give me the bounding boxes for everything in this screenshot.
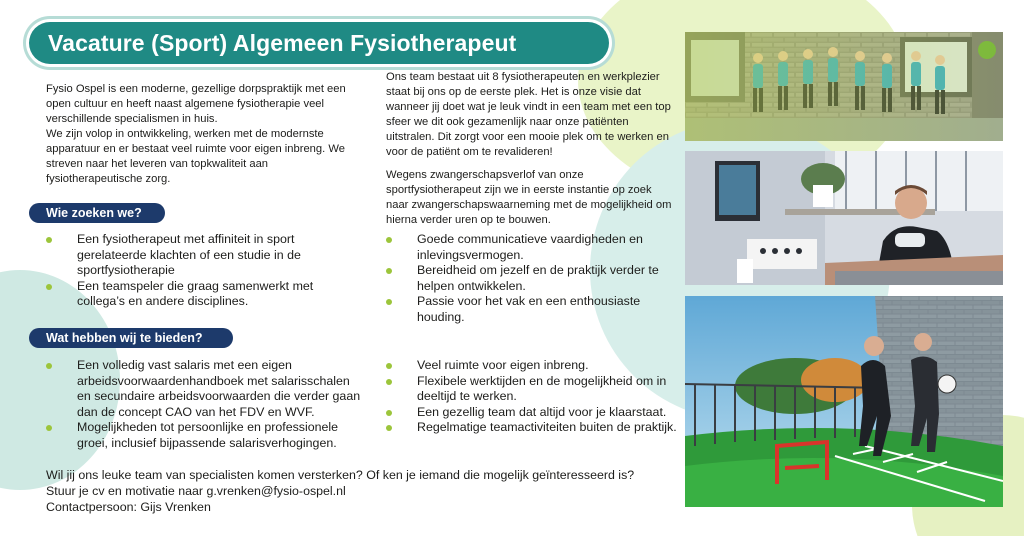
list-item-text: Regelmatige teamactiviteiten buiten de praktijk. <box>417 420 677 435</box>
bullet-icon <box>46 237 52 243</box>
list-item <box>386 358 686 374</box>
list-item <box>386 294 676 325</box>
bullet-icon <box>386 425 392 431</box>
list-item-text: Mogelijkheden tot persoonlijke en professionele groei, inclusief bijpassende salarisverhogingen. <box>77 420 339 450</box>
bullet-icon <box>386 410 392 416</box>
list-item-text: Een fysiotherapeut met affiniteit in sport gerelateerde klachten of een studie in de sportfysiotherapie <box>77 232 301 278</box>
intro-paragraph: We zijn volop in ontwikkeling, werken met de modernste apparatuur en er bestaat veel ruimte voor eigen inbreng. We streven naar het leveren van topkwaliteit aan fysiotherapeutische zorg. <box>46 128 345 185</box>
bullet-icon <box>46 363 52 369</box>
list-item <box>386 420 686 436</box>
wie-zoeken-list-left <box>46 232 336 310</box>
sport-photo <box>685 296 1003 507</box>
list-item-text: Een gezellig team dat altijd voor je klaarstaat. <box>417 404 667 419</box>
list-item <box>386 263 676 294</box>
list-item-text: Bereidheid om jezelf en de praktijk verder te helpen ontwikkelen. <box>417 263 659 293</box>
team-paragraph: Ons team bestaat uit 8 fysiotherapeuten en werkplezier staat bij ons op de eerste plek. Het is onze visie dat wanneer jij doet wat je leuk vindt in een team met een top sfeer we dit ook gezamenlijk naar onze patiënten uitstralen. Dit zorgt voor een mooie plek om te werken en voor de patiënt om te revalideren! <box>386 71 671 158</box>
bullet-icon <box>386 363 392 369</box>
list-item-text: Een volledig vast salaris met een eigen arbeidsvoorwaardenhandboek met salarisschalen en secundaire arbeidsvoorwaarden die verder gaan dan de concept CAO van het FDV en WVF. <box>77 358 361 419</box>
wat-bieden-list-right <box>386 358 686 436</box>
list-item-text: Goede communicatieve vaardigheden en inlevingsvermogen. <box>417 232 643 262</box>
list-item <box>46 232 336 279</box>
closing-text <box>46 468 666 515</box>
list-item-text: Flexibele werktijden en de mogelijkheid om in deeltijd te werken. <box>417 373 667 404</box>
page-title: Vacature (Sport) Algemeen Fysiotherapeut <box>48 29 517 56</box>
list-item <box>386 405 686 421</box>
bullet-icon <box>386 299 392 305</box>
wat-bieden-list-left <box>46 358 366 452</box>
list-item <box>386 374 686 405</box>
section-header-wie-zoeken: Wie zoeken we? <box>29 203 165 223</box>
list-item <box>46 420 366 451</box>
clinic-photo <box>685 151 1003 285</box>
bullet-icon <box>386 237 392 243</box>
closing-contact-person: Contactpersoon: Gijs Vrenken <box>46 499 211 514</box>
section-header-wat-bieden: Wat hebben wij te bieden? <box>29 328 233 348</box>
bullet-icon <box>46 425 52 431</box>
title-banner <box>29 22 609 64</box>
wie-zoeken-list-right <box>386 232 676 326</box>
team-photo <box>685 32 1003 141</box>
leave-paragraph: Wegens zwangerschapsverlof van onze sportfysiotherapeut zijn we in eerste instantie op zoek naar zwangerschapswaarneming met de mogelijkheid om hierna verder uren op te bouwen. <box>386 169 672 226</box>
intro-paragraph: Fysio Ospel is een moderne, gezellige dorpspraktijk met een open cultuur en heeft naast algemene fysiotherapie veel verschillende specialismen in huis. <box>46 83 346 125</box>
bullet-icon <box>386 379 392 385</box>
closing-question: Wil jij ons leuke team van specialisten komen versterken? Of ken je iemand die mogelijk geïnteresseerd is? <box>46 468 635 482</box>
bullet-icon <box>386 268 392 274</box>
list-item-text: Een teamspeler die graag samenwerkt met collega’s en andere disciplines. <box>77 278 314 309</box>
closing-contact-email: Stuur je cv en motivatie naar g.vrenken@fysio-ospel.nl <box>46 483 346 498</box>
list-item <box>46 358 366 420</box>
bullet-icon <box>46 284 52 290</box>
list-item-text: Passie voor het vak en een enthousiaste houding. <box>417 294 641 324</box>
list-item <box>386 232 676 263</box>
leave-text <box>386 168 676 228</box>
list-item <box>46 279 336 310</box>
list-item-text: Veel ruimte voor eigen inbreng. <box>417 358 589 372</box>
team-text <box>386 70 676 160</box>
intro-text <box>46 82 366 187</box>
